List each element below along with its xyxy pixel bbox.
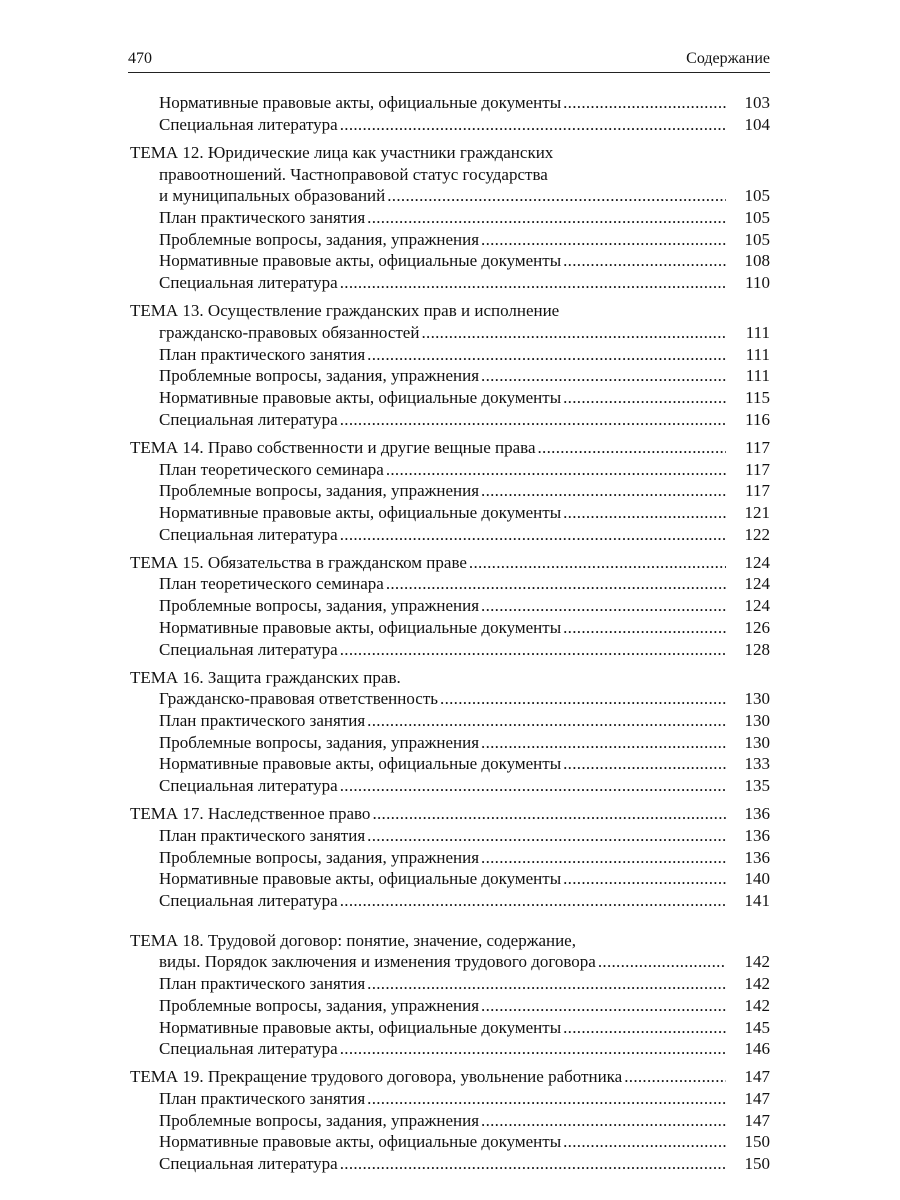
topic-heading-text: ТЕМА 13. Осуществление гражданских прав и исполнение xyxy=(130,301,560,321)
dot-leader xyxy=(338,775,726,797)
toc-entry[interactable] xyxy=(130,1038,770,1060)
toc-entry-text: ТЕМА 14. Право собственности и другие вещные права xyxy=(130,437,536,457)
toc-topic xyxy=(130,552,770,660)
toc-topic xyxy=(130,930,770,1060)
toc-entry-text: Проблемные вопросы, задания, упражнения xyxy=(159,995,480,1015)
toc-entry-text: Проблемные вопросы, задания, упражнения xyxy=(159,366,480,386)
toc-entry[interactable] xyxy=(130,185,770,207)
topic-heading-line xyxy=(130,667,770,689)
toc-topic xyxy=(130,92,770,135)
dot-leader xyxy=(479,229,726,251)
dot-leader xyxy=(365,1088,726,1110)
toc-page-number: 128 xyxy=(744,639,770,659)
dot-leader xyxy=(561,92,726,114)
toc-page-number: 147 xyxy=(744,1089,770,1109)
toc-entry-text: Специальная литература xyxy=(159,114,338,134)
toc-page-number: 135 xyxy=(744,776,770,796)
toc-entry[interactable] xyxy=(130,688,770,710)
toc-entry-text: План практического занятия xyxy=(159,1089,366,1109)
toc-entry-text: Проблемные вопросы, задания, упражнения xyxy=(159,732,480,752)
dot-leader xyxy=(365,207,726,229)
running-header xyxy=(128,50,770,73)
dot-leader xyxy=(479,995,726,1017)
toc-entry-text: Специальная литература xyxy=(159,524,338,544)
dot-leader xyxy=(479,1110,726,1132)
toc-entry-text: План практического занятия xyxy=(159,826,366,845)
toc-entry-text: Гражданско-правовая ответственность xyxy=(159,689,439,709)
dot-leader xyxy=(338,409,726,431)
toc-entry[interactable] xyxy=(130,639,770,661)
toc-entry-text: Нормативные правовые акты, официальные документы xyxy=(159,387,562,407)
toc-entry[interactable] xyxy=(130,1088,770,1110)
toc-entry-text: ТЕМА 15. Обязательства в гражданском праве xyxy=(130,552,467,572)
toc-page-number: 124 xyxy=(744,574,770,594)
toc-page-number: 121 xyxy=(744,502,770,522)
toc-entry-text: Специальная литература xyxy=(159,776,338,796)
dot-leader xyxy=(365,344,726,366)
dot-leader xyxy=(338,1153,726,1175)
dot-leader xyxy=(561,617,726,639)
toc-entry[interactable] xyxy=(130,617,770,639)
toc-topic xyxy=(130,667,770,797)
topic-heading-entry[interactable] xyxy=(130,1066,770,1088)
dot-leader xyxy=(370,803,726,825)
toc-entry[interactable] xyxy=(130,92,770,114)
dot-leader xyxy=(479,365,726,387)
toc-page-number: 117 xyxy=(745,481,770,501)
dot-leader xyxy=(561,387,726,409)
toc-entry-text: Проблемные вопросы, задания, упражнения xyxy=(159,1110,480,1130)
toc-page-number: 150 xyxy=(744,1154,770,1174)
toc-entry-text: Нормативные правовые акты, официальные документы xyxy=(159,1132,562,1152)
toc-entry-text: Нормативные правовые акты, официальные документы xyxy=(159,502,562,522)
dot-leader xyxy=(622,1066,726,1088)
dot-leader xyxy=(338,890,726,912)
toc-entry[interactable] xyxy=(130,250,770,272)
dot-leader xyxy=(479,732,726,754)
toc-entry[interactable] xyxy=(130,502,770,524)
toc-page-number: 111 xyxy=(745,344,770,364)
toc-entry-text: Нормативные правовые акты, официальные документы xyxy=(159,251,562,271)
toc-entry-text: Специальная литература xyxy=(159,1154,338,1174)
toc-page-number: 105 xyxy=(744,229,770,249)
toc-entry[interactable] xyxy=(130,890,770,912)
running-title: Содержание xyxy=(686,50,770,67)
toc-topic xyxy=(130,1066,770,1174)
toc-entry-text: Специальная литература xyxy=(159,891,338,911)
toc-page-number: 130 xyxy=(744,711,770,731)
dot-leader xyxy=(338,524,726,546)
dot-leader xyxy=(438,688,726,710)
toc-page-number: 126 xyxy=(744,617,770,637)
toc-entry-text: Проблемные вопросы, задания, упражнения xyxy=(159,481,480,501)
toc-entry-text: Специальная литература xyxy=(159,1039,338,1059)
toc-entry[interactable] xyxy=(130,272,770,294)
toc-entry[interactable] xyxy=(130,732,770,754)
toc-page-number: 117 xyxy=(745,437,770,457)
toc-page-number: 150 xyxy=(744,1132,770,1152)
dot-leader xyxy=(338,114,726,136)
dot-leader xyxy=(536,437,727,459)
toc-entry[interactable] xyxy=(130,365,770,387)
toc-entry[interactable] xyxy=(130,868,770,890)
toc-page-number: 147 xyxy=(744,1067,770,1087)
toc-entry[interactable] xyxy=(130,1110,770,1132)
toc-page-number: 141 xyxy=(744,891,770,911)
dot-leader xyxy=(479,480,726,502)
toc-page-number: 136 xyxy=(744,804,770,824)
toc-entry[interactable] xyxy=(130,459,770,481)
toc-page-number: 140 xyxy=(744,869,770,889)
dot-leader xyxy=(365,825,726,847)
toc-entry[interactable] xyxy=(130,847,770,869)
toc-topic xyxy=(130,803,770,911)
toc-entry-text: и муниципальных образований xyxy=(159,186,386,206)
toc-entry-text: ТЕМА 19. Прекращение трудового договора, увольнение работника xyxy=(130,1067,623,1087)
dot-leader xyxy=(365,973,726,995)
toc-page-number: 103 xyxy=(744,93,770,112)
toc-page-number: 116 xyxy=(745,409,770,429)
toc-page-number: 124 xyxy=(744,596,770,616)
toc-entry-text: гражданско-правовых обязанностей xyxy=(159,322,420,342)
toc-entry[interactable] xyxy=(130,1153,770,1175)
topic-heading-text: ТЕМА 18. Трудовой договор: понятие, значение, содержание, xyxy=(130,930,576,950)
dot-leader xyxy=(561,1131,726,1153)
toc-page-number: 130 xyxy=(744,732,770,752)
dot-leader xyxy=(561,753,726,775)
dot-leader xyxy=(419,322,726,344)
toc-entry[interactable] xyxy=(130,753,770,775)
toc-entry[interactable] xyxy=(130,973,770,995)
toc-entry-text: План практического занятия xyxy=(159,711,366,731)
toc-entry-text: Нормативные правовые акты, официальные документы xyxy=(159,754,562,774)
topic-heading-line xyxy=(130,164,770,186)
toc-entry[interactable] xyxy=(130,480,770,502)
dot-leader xyxy=(467,552,726,574)
toc-page-number: 136 xyxy=(744,847,770,867)
topic-heading-entry[interactable] xyxy=(130,803,770,825)
toc-entry-text: Специальная литература xyxy=(159,409,338,429)
toc-entry-text: ТЕМА 17. Наследственное право xyxy=(130,804,371,824)
toc-entry-text: Проблемные вопросы, задания, упражнения xyxy=(159,229,480,249)
toc-entry-text: Нормативные правовые акты, официальные документы xyxy=(159,93,562,112)
toc-page-number: 133 xyxy=(744,754,770,774)
topic-heading-line xyxy=(130,142,770,164)
toc-entry[interactable] xyxy=(130,322,770,344)
toc-page-number: 111 xyxy=(745,366,770,386)
toc-entry[interactable] xyxy=(130,114,770,136)
dot-leader xyxy=(561,868,726,890)
toc-entry[interactable] xyxy=(130,1017,770,1039)
toc-entry[interactable] xyxy=(130,524,770,546)
toc-page-number: 117 xyxy=(745,459,770,479)
dot-leader xyxy=(384,573,726,595)
toc-topic xyxy=(130,300,770,430)
toc-page-number: 124 xyxy=(744,552,770,572)
toc-entry[interactable] xyxy=(130,344,770,366)
toc-entry-text: План практического занятия xyxy=(159,207,366,227)
dot-leader xyxy=(384,459,726,481)
toc-entry-text: План практического занятия xyxy=(159,974,366,994)
toc-entry[interactable] xyxy=(130,387,770,409)
toc-page-number: 110 xyxy=(745,273,770,292)
topic-heading-text: ТЕМА 16. Защита гражданских прав. xyxy=(130,667,401,687)
toc-entry-text: План теоретического семинара xyxy=(159,459,384,479)
topic-heading-entry[interactable] xyxy=(130,552,770,574)
toc-topic xyxy=(130,142,770,294)
toc-entry-text: План практического занятия xyxy=(159,344,366,364)
toc-entry[interactable] xyxy=(130,825,770,847)
dot-leader xyxy=(338,272,726,294)
dot-leader xyxy=(385,185,726,207)
toc-entry[interactable] xyxy=(130,229,770,251)
toc-entry[interactable] xyxy=(130,595,770,617)
dot-leader xyxy=(338,639,726,661)
toc-entry-text: Нормативные правовые акты, официальные документы xyxy=(159,1017,562,1037)
toc-page-number: 122 xyxy=(744,524,770,544)
toc-entry[interactable] xyxy=(130,207,770,229)
toc-page-number: 145 xyxy=(744,1017,770,1037)
toc-page-number: 136 xyxy=(744,826,770,845)
toc-entry-text: Нормативные правовые акты, официальные документы xyxy=(159,869,562,889)
dot-leader xyxy=(561,502,726,524)
toc-page-number: 115 xyxy=(745,387,770,407)
topic-heading-line xyxy=(130,300,770,322)
toc-topic xyxy=(130,437,770,545)
toc-page-number: 111 xyxy=(745,322,770,342)
dot-leader xyxy=(561,1017,726,1039)
toc-entry[interactable] xyxy=(130,710,770,732)
dot-leader xyxy=(596,951,726,973)
toc-entry[interactable] xyxy=(130,995,770,1017)
toc-entry[interactable] xyxy=(130,775,770,797)
toc-page-number: 142 xyxy=(744,974,770,994)
toc-page-number: 147 xyxy=(744,1110,770,1130)
toc-page-number: 146 xyxy=(744,1039,770,1059)
toc-entry-text: Нормативные правовые акты, официальные документы xyxy=(159,617,562,637)
topic-heading-text: правоотношений. Частноправовой статус государства xyxy=(159,164,548,184)
toc-entry[interactable] xyxy=(130,573,770,595)
toc-entry-text: Специальная литература xyxy=(159,639,338,659)
toc-page-number: 108 xyxy=(744,251,770,271)
dot-leader xyxy=(365,710,726,732)
toc-page-number: 130 xyxy=(744,689,770,709)
topic-heading-text: ТЕМА 12. Юридические лица как участники гражданских xyxy=(130,142,554,162)
topic-heading-entry[interactable] xyxy=(130,437,770,459)
toc-entry[interactable] xyxy=(130,409,770,431)
toc-page-number: 142 xyxy=(744,952,770,972)
dot-leader xyxy=(338,1038,726,1060)
topic-heading-line xyxy=(130,930,770,952)
toc-entry-text: План теоретического семинара xyxy=(159,574,384,594)
toc-entry-text: Специальная литература xyxy=(159,273,338,292)
toc-entry[interactable] xyxy=(130,951,770,973)
toc-page-number: 105 xyxy=(744,186,770,206)
dot-leader xyxy=(561,250,726,272)
table-of-contents xyxy=(130,92,770,1181)
toc-page-number: 105 xyxy=(744,207,770,227)
toc-entry-text: Проблемные вопросы, задания, упражнения xyxy=(159,596,480,616)
toc-entry-text: Проблемные вопросы, задания, упражнения xyxy=(159,847,480,867)
dot-leader xyxy=(479,847,726,869)
toc-page-number: 142 xyxy=(744,995,770,1015)
dot-leader xyxy=(479,595,726,617)
toc-entry-text: виды. Порядок заключения и изменения трудового договора xyxy=(159,952,596,972)
toc-entry[interactable] xyxy=(130,1131,770,1153)
toc-page-number: 104 xyxy=(744,114,770,134)
page-number: 470 xyxy=(128,50,152,67)
